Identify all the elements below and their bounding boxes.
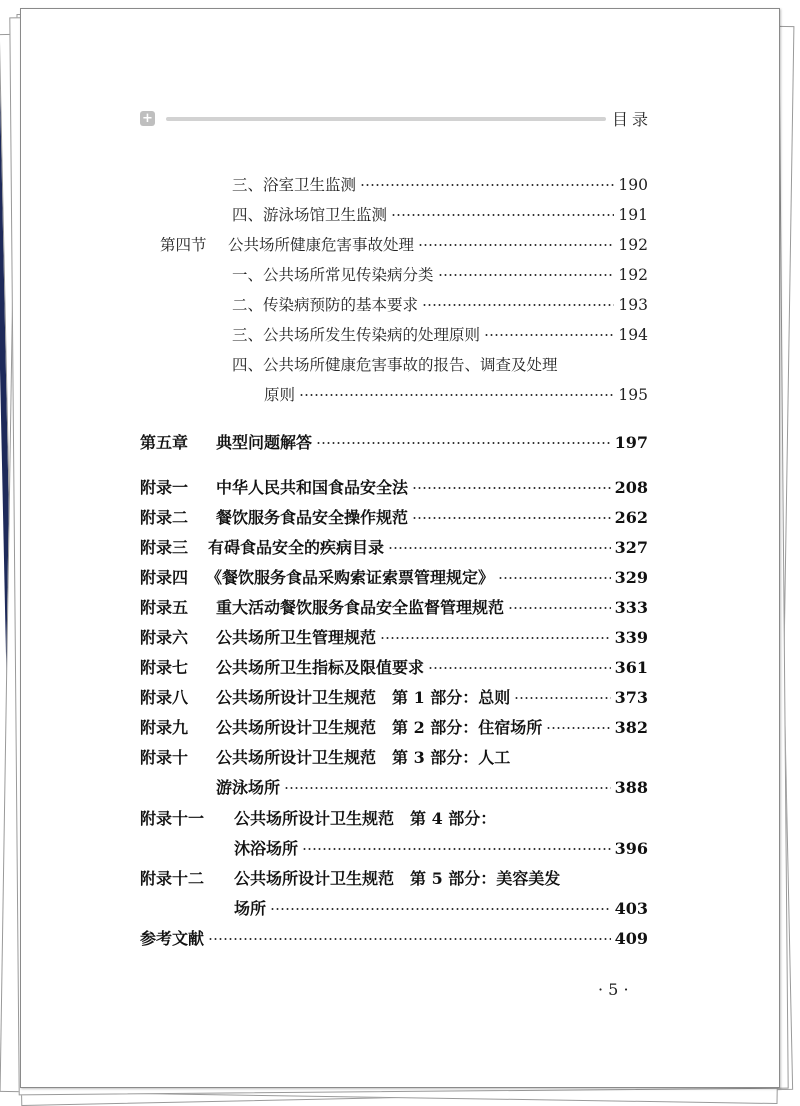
toc-entry-title: 游泳场所 — [216, 778, 281, 797]
dot-leader — [514, 696, 610, 700]
toc-entry-page: 403 — [614, 899, 648, 918]
toc-entry-prefix: 附录六 — [140, 628, 189, 647]
toc-entry[interactable] — [232, 173, 648, 195]
toc-entry-page: 409 — [614, 929, 648, 948]
toc-entry-prefix: 附录三 — [140, 538, 189, 557]
toc-entry-page: 208 — [614, 478, 648, 497]
toc-entry[interactable] — [232, 263, 648, 285]
toc-entry-title: 公共场所设计卫生规范 第 4 部分： — [234, 809, 497, 828]
toc-entry-page: 262 — [614, 508, 648, 527]
dot-leader — [412, 516, 611, 520]
dot-leader — [418, 243, 614, 247]
toc-entry-prefix: 附录七 — [140, 658, 189, 677]
dot-leader — [412, 486, 611, 490]
toc-entry-title: 公共场所卫生管理规范 — [216, 628, 377, 647]
toc-entry-chapter[interactable] — [140, 430, 648, 453]
toc-entry-appendix[interactable] — [140, 625, 648, 648]
toc-entry-prefix: 第四节 — [160, 236, 207, 254]
toc-entry-prefix: 附录二 — [140, 508, 189, 527]
dot-leader — [498, 576, 611, 580]
toc-entry-page: 339 — [614, 628, 648, 647]
toc-entry-title: 有碍食品安全的疾病目录 — [208, 538, 385, 557]
header-rule — [166, 117, 606, 121]
page-number: · 5 · — [598, 980, 629, 999]
toc-entry-appendix[interactable] — [140, 655, 648, 678]
toc-entry-appendix[interactable] — [140, 475, 648, 498]
toc-entry-prefix: 附录八 — [140, 688, 189, 707]
toc-entry-prefix: 附录十一 — [140, 809, 205, 828]
toc-entry-continuation[interactable] — [264, 383, 648, 405]
toc-entry-title: 参考文献 — [140, 929, 205, 948]
toc-entry-page: 382 — [614, 718, 648, 737]
toc-entry-title: 中华人民共和国食品安全法 — [216, 478, 409, 497]
toc-entry-page: 396 — [614, 839, 648, 858]
toc-entry-page: 190 — [618, 176, 648, 194]
toc-entry-title: 沐浴场所 — [234, 839, 299, 858]
dot-leader — [422, 303, 614, 307]
toc-entry-title: 场所 — [234, 899, 267, 918]
toc-entry-title: 公共场所设计卫生规范 第 2 部分：住宿场所 — [216, 718, 543, 737]
toc-entry[interactable] — [232, 293, 648, 315]
toc-entry-page: 194 — [618, 326, 648, 344]
dot-leader — [380, 636, 611, 640]
plus-icon: + — [140, 111, 155, 126]
toc-entry[interactable] — [232, 323, 648, 345]
toc-entry-appendix[interactable] — [140, 565, 648, 588]
toc-entry-references[interactable] — [140, 926, 648, 949]
dot-leader — [508, 606, 611, 610]
toc-entry-title: 餐饮服务食品安全操作规范 — [216, 508, 409, 527]
toc-entry-prefix: 附录一 — [140, 478, 189, 497]
toc-entry-title: 典型问题解答 — [216, 433, 313, 452]
dot-leader — [284, 786, 611, 790]
toc-entry-title: 三、公共场所发生传染病的处理原则 — [232, 326, 481, 344]
dot-leader — [299, 393, 614, 397]
toc-entry-title: 公共场所设计卫生规范 第 1 部分：总则 — [216, 688, 511, 707]
toc-entry-title: 四、公共场所健康危害事故的报告、调查及处理 — [232, 356, 558, 374]
toc-entry-continuation[interactable] — [234, 836, 648, 859]
toc-entry-title: 四、游泳场馆卫生监测 — [232, 206, 388, 224]
toc-entry-page: 191 — [618, 206, 648, 224]
toc-entry-title: 一、公共场所常见传染病分类 — [232, 266, 434, 284]
toc-entry-page: 327 — [614, 538, 648, 557]
dot-leader — [388, 546, 611, 550]
toc-entry-appendix[interactable] — [140, 806, 648, 829]
header-title: 目录 — [612, 110, 653, 129]
toc-entry-title: 三、浴室卫生监测 — [232, 176, 357, 194]
toc-entry-appendix[interactable] — [140, 866, 648, 889]
toc-entry-title: 公共场所健康危害事故处理 — [228, 236, 415, 254]
toc-entry-prefix: 附录九 — [140, 718, 189, 737]
toc-entry-continuation[interactable] — [234, 896, 648, 919]
toc-entry-appendix[interactable] — [140, 505, 648, 528]
toc-entry-section[interactable] — [160, 233, 648, 255]
toc-entry-prefix: 附录十二 — [140, 869, 205, 888]
toc-entry-page: 329 — [614, 568, 648, 587]
toc-entry[interactable] — [232, 353, 648, 375]
toc-entry-title: 二、传染病预防的基本要求 — [232, 296, 419, 314]
toc-entry-appendix[interactable] — [140, 745, 648, 768]
toc-entry-title: 公共场所卫生指标及限值要求 — [216, 658, 425, 677]
toc-entry-appendix[interactable] — [140, 535, 648, 558]
dot-leader — [391, 213, 614, 217]
dot-leader — [438, 273, 615, 277]
dot-leader — [316, 441, 611, 445]
toc-entry-page: 388 — [614, 778, 648, 797]
dot-leader — [208, 937, 611, 941]
toc-entry-page: 192 — [618, 266, 648, 284]
dot-leader — [428, 666, 611, 670]
toc-entry-page: 373 — [614, 688, 648, 707]
toc-entry-prefix: 附录五 — [140, 598, 189, 617]
toc-entry-page: 197 — [614, 433, 648, 452]
toc-entry-page: 333 — [614, 598, 648, 617]
toc-entry-appendix[interactable] — [140, 685, 648, 708]
toc-entry-prefix: 附录四 — [140, 568, 189, 587]
toc-entry-page: 193 — [618, 296, 648, 314]
toc-entry[interactable] — [232, 203, 648, 225]
toc-entry-title: 重大活动餐饮服务食品安全监督管理规范 — [216, 598, 505, 617]
toc-entry-title: 原则 — [264, 386, 296, 404]
toc-entry-appendix[interactable] — [140, 595, 648, 618]
toc-entry-title: 公共场所设计卫生规范 第 5 部分：美容美发 — [234, 869, 561, 888]
dot-leader — [302, 847, 611, 851]
toc-entry-title: 公共场所设计卫生规范 第 3 部分：人工 — [216, 748, 511, 767]
toc-entry-continuation[interactable] — [216, 775, 648, 798]
toc-entry-appendix[interactable] — [140, 715, 648, 738]
dot-leader — [270, 907, 611, 911]
toc-entry-prefix: 附录十 — [140, 748, 189, 767]
toc-entry-page: 195 — [618, 386, 648, 404]
toc-entry-prefix: 第五章 — [140, 433, 189, 452]
toc-entry-title: 《餐饮服务食品采购索证索票管理规定》 — [206, 568, 495, 587]
toc-entry-page: 361 — [614, 658, 648, 677]
toc-entry-page: 192 — [618, 236, 648, 254]
dot-leader — [484, 333, 614, 337]
dot-leader — [546, 726, 610, 730]
dot-leader — [360, 183, 614, 187]
